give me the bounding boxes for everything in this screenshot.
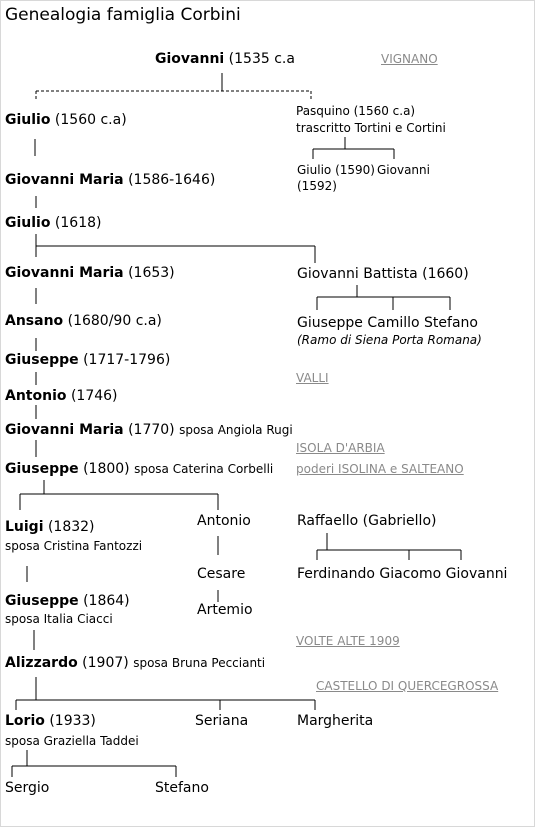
person-luigi-spouse: sposa Cristina Fantozzi — [5, 539, 143, 553]
person-pasquino-giulio: Giulio (1590) — [297, 163, 375, 177]
person-gb-children: Giuseppe Camillo Stefano — [297, 315, 478, 331]
person-info: (1746) — [66, 388, 118, 404]
person-name: Giuseppe — [5, 593, 79, 609]
person-info: (1680/90 c.a) — [63, 313, 162, 329]
person-name: Giuseppe — [5, 352, 79, 368]
person-info: (1618) — [50, 215, 102, 231]
person-name: Giovanni — [155, 51, 225, 67]
page-title: Genealogia famiglia Corbini — [5, 5, 241, 25]
person-giulio-2 — [5, 215, 102, 231]
person-giovanni-maria-1 — [5, 172, 215, 188]
person-giovanni-battista: Giovanni Battista (1660) — [297, 266, 469, 282]
person-name: Alizzardo — [5, 655, 78, 671]
person-lorio — [5, 713, 96, 729]
person-spouse: sposa Angiola Rugi — [179, 423, 293, 437]
place-link-volte-alte[interactable]: VOLTE ALTE 1909 — [296, 634, 400, 648]
place-link-isola-darbia[interactable]: ISOLA D'ARBIA — [296, 441, 385, 455]
person-name: Ansano — [5, 313, 64, 329]
branch-note-siena: (Ramo di Siena Porta Romana) — [297, 333, 482, 347]
person-name: Giulio — [5, 112, 51, 128]
person-pasquino-giovanni: Giovanni — [377, 163, 430, 177]
person-info: (1864) — [78, 593, 130, 609]
person-alizzardo — [5, 655, 265, 671]
person-info: (1770) — [123, 422, 175, 438]
person-pasquino-giovanni-year: (1592) — [297, 179, 337, 193]
person-giovanni-maria-2 — [5, 265, 175, 281]
person-giuseppe-3-spouse: sposa Italia Ciacci — [5, 612, 113, 626]
person-raffaello: Raffaello (Gabriello) — [297, 513, 437, 529]
person-giuseppe-1 — [5, 352, 170, 368]
person-artemio: Artemio — [197, 602, 253, 618]
person-cesare: Cesare — [197, 566, 246, 582]
person-name: Luigi — [5, 519, 44, 535]
person-antonio-1 — [5, 388, 118, 404]
person-name: Giovanni Maria — [5, 422, 124, 438]
person-pasquino-note: trascritto Tortini e Cortini — [296, 121, 446, 135]
person-info: (1560 c.a) — [50, 112, 127, 128]
person-info: (1653) — [123, 265, 175, 281]
place-link-poderi[interactable]: poderi ISOLINA e SALTEANO — [296, 462, 464, 476]
person-info: (1907) — [77, 655, 129, 671]
person-antonio-2: Antonio — [197, 513, 251, 529]
person-ansano — [5, 313, 162, 329]
person-margherita: Margherita — [297, 713, 374, 729]
person-raffaello-children: Ferdinando Giacomo Giovanni — [297, 566, 508, 582]
person-name: Giuseppe — [5, 461, 79, 477]
person-name: Giulio — [5, 215, 51, 231]
person-pasquino: Pasquino (1560 c.a) — [296, 104, 416, 118]
person-info: (1717-1796) — [78, 352, 171, 368]
person-spouse: sposa Bruna Peccianti — [133, 656, 266, 670]
person-info: (1832) — [43, 519, 95, 535]
person-info: (1933) — [44, 713, 96, 729]
person-name: Giovanni Maria — [5, 265, 124, 281]
place-link-castello[interactable]: CASTELLO DI QUERCEGROSSA — [316, 679, 499, 693]
person-info: (1800) — [78, 461, 130, 477]
person-name: Lorio — [5, 713, 45, 729]
person-giovanni-root — [155, 51, 295, 67]
person-giuseppe-3 — [5, 593, 130, 609]
person-giovanni-maria-3 — [5, 422, 293, 438]
place-link-vignano[interactable]: VIGNANO — [381, 52, 438, 66]
person-info: (1535 c.a — [224, 51, 295, 67]
person-sergio: Sergio — [5, 780, 50, 796]
person-seriana: Seriana — [195, 713, 249, 729]
place-link-valli[interactable]: VALLI — [296, 371, 329, 385]
person-stefano: Stefano — [155, 780, 209, 796]
person-info: (1586-1646) — [123, 172, 216, 188]
person-luigi — [5, 519, 95, 535]
person-name: Antonio — [5, 388, 67, 404]
person-name: Giovanni Maria — [5, 172, 124, 188]
person-spouse: sposa Caterina Corbelli — [134, 462, 274, 476]
person-lorio-spouse: sposa Graziella Taddei — [5, 734, 139, 748]
person-giuseppe-2 — [5, 461, 273, 477]
person-giulio-1 — [5, 112, 127, 128]
